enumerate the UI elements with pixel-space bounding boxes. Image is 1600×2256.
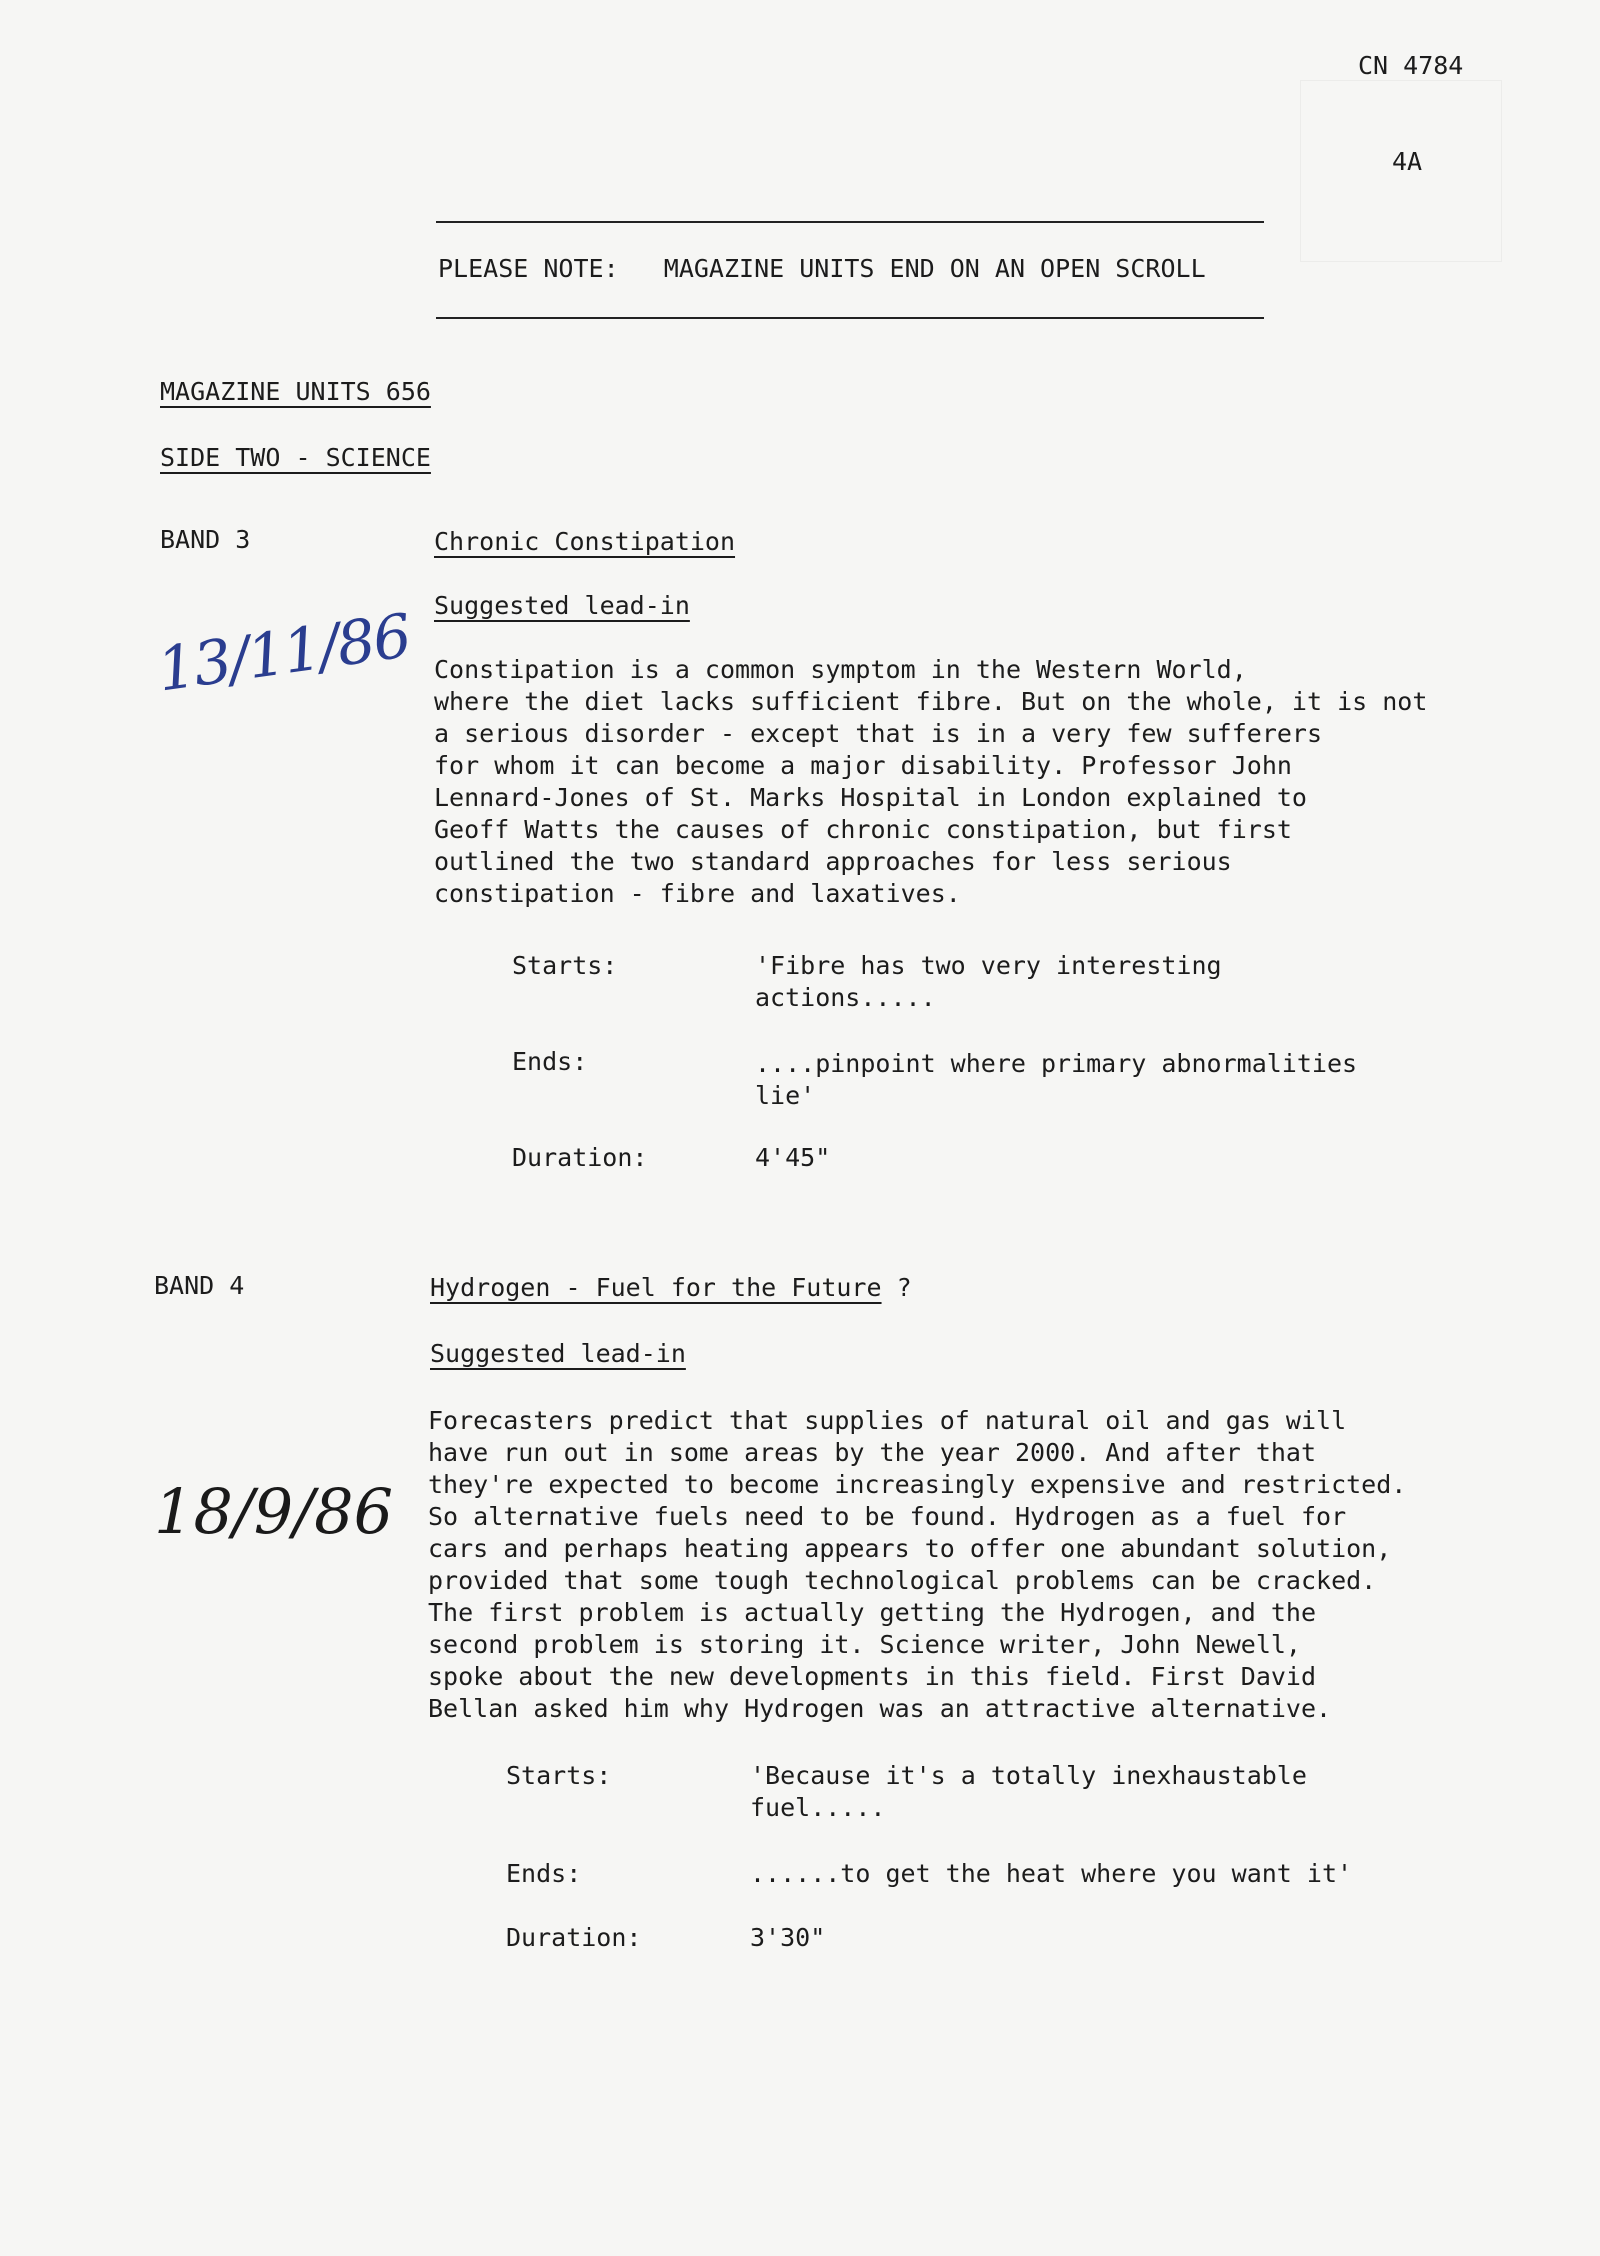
notice-text: PLEASE NOTE: MAGAZINE UNITS END ON AN OPEN SCROLL [438,254,1206,283]
band-3-label: BAND 3 [160,525,251,554]
band-3-duration-label: Duration: [512,1143,648,1172]
band-3-ends-label: Ends: [512,1047,588,1076]
band-3-starts-value: 'Fibre has two very interesting actions..... [755,951,1222,1012]
band-4-title-suffix: ? [881,1273,912,1302]
notice-rule-bottom [436,317,1264,319]
band-4-title-line [430,1272,912,1304]
band-3-title: Chronic Constipation [434,527,736,556]
band-4-body: Forecasters predict that supplies of natural oil and gas will have run out in some areas by the year 2000. And after that they're expected to become increasingly expensive and restricted. So alternative fuels need to be found. Hydrogen as a fuel for cars and perhaps heating appears to offer one abundant solution, provided that some tough technological problems can be cracked. The first problem is actually getting the Hydrogen, and the second problem is storing it. Science writer, John Newell, spoke about the new developments in this field. First David Bellan asked him why Hydrogen was an attractive alternative. [428,1406,1407,1723]
reference-number: CN 4784 [1358,51,1464,80]
band-3-duration-value: 4'45" [755,1143,831,1172]
page-number: 4A [1392,147,1423,176]
band-4-duration-value: 3'30" [750,1923,826,1952]
band-4-duration-label: Duration: [506,1923,642,1952]
band-4-handwritten-date: 18/9/86 [154,1475,394,1548]
band-3-handwritten-date: 13/11/86 [153,601,414,706]
band-3-body: Constipation is a common symptom in the Western World, where the diet lacks sufficient fibre. But on the whole, it is not a serious disorder - except that is in a very few sufferers for whom it can become a major disability. Professor John Lennard-Jones of St. Marks Hospital in London explained to Geoff Watts the causes of chronic constipation, but first outlined the two standard approaches for less serious constipation - fibre and laxatives. [434,655,1428,908]
band-4-leadin-label: Suggested lead-in [430,1339,686,1368]
notice-rule-top [436,221,1264,223]
band-4-ends-value: ......to get the heat where you want it' [750,1859,1353,1888]
band-4-title: Hydrogen - Fuel for the Future [430,1273,882,1302]
unit-title: MAGAZINE UNITS 656 [160,377,431,406]
band-3-starts-label: Starts: [512,951,618,980]
band-4-starts-label: Starts: [506,1761,612,1790]
unit-side: SIDE TWO - SCIENCE [160,443,431,472]
band-4-starts-value: 'Because it's a totally inexhaustable fuel..... [750,1761,1307,1822]
band-3-leadin-label: Suggested lead-in [434,591,690,620]
band-3-ends-value: ....pinpoint where primary abnormalities lie' [755,1049,1358,1110]
band-4-ends-label: Ends: [506,1859,582,1888]
band-4-label: BAND 4 [154,1271,245,1300]
